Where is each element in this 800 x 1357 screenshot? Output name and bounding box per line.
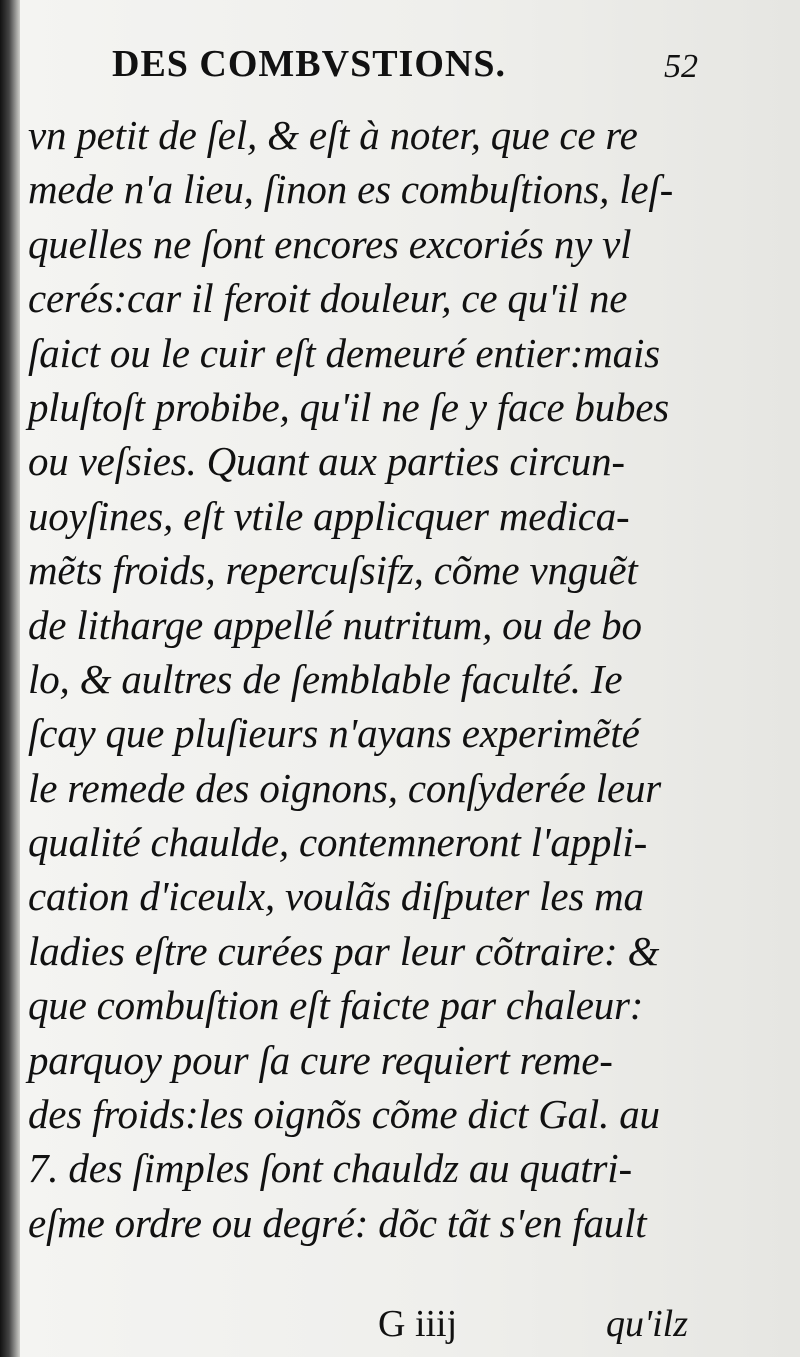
signature-mark: G iiij <box>378 1303 458 1345</box>
text-line: cation d'iceulx, voulãs diſputer les ma <box>28 873 644 920</box>
text-line: mẽts froids, repercuſsifz, cõme vnguẽt <box>28 547 638 594</box>
text-line: mede n'a lieu, ſinon es combuſtions, leſ- <box>28 166 674 213</box>
text-line: 7. des ſimples ſont chauldz au quatri- <box>28 1145 632 1192</box>
page-header <box>112 42 698 102</box>
text-line: ſcay que pluſieurs n'ayans experimẽté <box>28 710 640 757</box>
page-number: 52 <box>664 48 698 85</box>
page-footer <box>28 1302 688 1352</box>
text-line: pluſtoſt probibe, qu'il ne ſe y face bubes <box>28 383 670 430</box>
text-line: uoyſines, eſt vtile applicquer medica- <box>28 492 630 539</box>
text-line: de litharge appellé nutritum, ou de bo <box>28 601 642 648</box>
text-line: parquoy pour ſa cure requiert reme- <box>28 1036 613 1083</box>
text-line: ladies eſtre curées par leur cõtraire: & <box>28 927 660 974</box>
text-line: des froids:les oignõs cõme dict Gal. au <box>28 1091 660 1138</box>
text-line: ſaict ou le cuir eſt demeuré entier:mais <box>28 329 660 376</box>
text-line: qualité chaulde, contemneront l'appli- <box>28 819 648 866</box>
text-line: vn petit de ſel, & eſt à noter, que ce re <box>28 112 638 158</box>
running-head: DES COMBVSTIONS. <box>112 43 506 85</box>
catchword: qu'ilz <box>605 1303 688 1345</box>
text-line: eſme ordre ou degré: dõc tãt s'en fault <box>28 1199 647 1246</box>
page-gutter-shadow <box>0 0 20 1357</box>
text-line: cerés:car il feroit douleur, ce qu'il ne <box>28 275 628 322</box>
text-line: lo, & aultres de ſemblable faculté. Ie <box>28 655 623 702</box>
text-block <box>28 108 688 1250</box>
text-line: quelles ne ſont encores excoriés ny vl <box>28 220 632 267</box>
text-line: le remede des oignons, conſyderée leur <box>28 764 662 811</box>
text-line: que combuſtion eſt faicte par chaleur: <box>28 982 644 1029</box>
text-line: ou veſsies. Quant aux parties circun- <box>28 438 625 485</box>
